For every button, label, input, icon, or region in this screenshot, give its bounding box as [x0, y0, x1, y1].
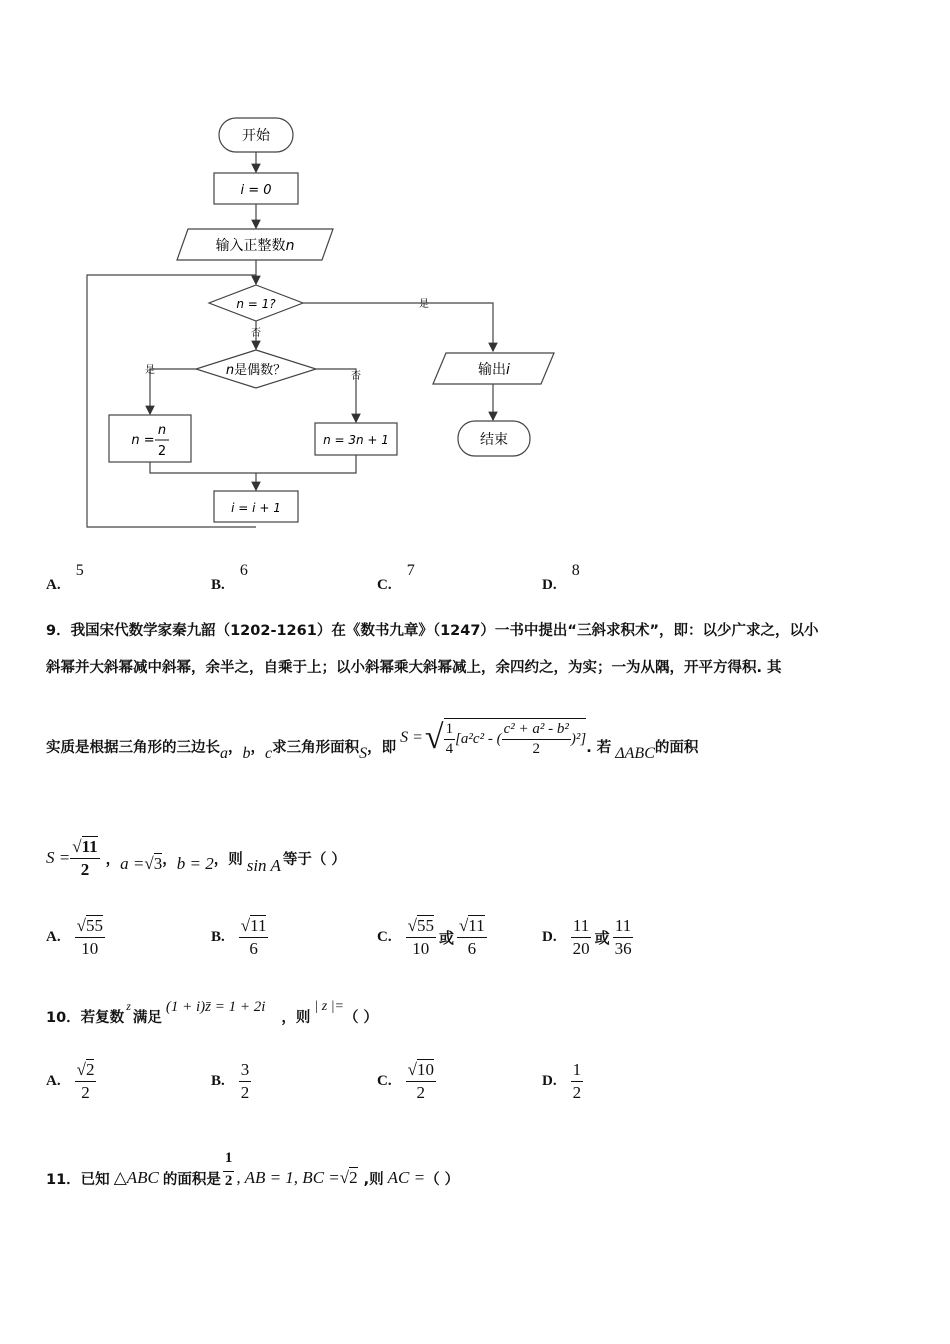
q9-given-a	[120, 854, 162, 874]
sqrt-icon: √	[144, 854, 154, 873]
q11-mid: 的面积是	[162, 1171, 221, 1188]
q11-given-text: , AB = 1, BC =	[236, 1168, 340, 1187]
q9-option-d-num2: 11	[613, 916, 633, 938]
q10-option-b-num: 3	[239, 1060, 252, 1082]
q10-prefix: 10．若复数	[46, 1009, 125, 1026]
q9-sinA: sin A	[246, 856, 281, 875]
q9-given-S-den: 2	[80, 859, 90, 879]
q9-line3	[46, 716, 698, 776]
sqrt-icon: √	[339, 1168, 350, 1187]
output-label: 输出i	[478, 362, 510, 378]
q9-option-c-frac1	[406, 916, 436, 958]
q9-option-a-label: A.	[46, 928, 61, 945]
q10-option-d-frac	[571, 1060, 584, 1102]
q9-option-d-den1: 20	[572, 938, 590, 958]
q9-option-c-frac2	[457, 916, 487, 958]
end-label: 结束	[480, 432, 508, 448]
q9-option-b[interactable]	[211, 916, 268, 958]
input-label: 输入正整数n	[215, 238, 295, 254]
q10-then: ，则	[281, 1009, 311, 1026]
q9-formula-quarter-den: 4	[445, 741, 454, 757]
q9-option-d-label: D.	[542, 928, 557, 945]
q10-option-c-den: 2	[416, 1082, 426, 1102]
no-label-1: 否	[251, 328, 261, 339]
q10-option-c-frac	[406, 1060, 436, 1102]
q9-line1: 9．我国宋代数学家秦九韶（1202-1261）在《数书九章》（1247）一书中提出“三斜求积术”，即：以少广求之，以小	[46, 623, 819, 639]
q9-option-d-den2: 36	[614, 938, 632, 958]
q8-option-b[interactable]	[211, 560, 248, 593]
q9-option-d-frac1	[571, 916, 592, 958]
q9-option-a-rad: 55	[85, 916, 103, 935]
q11-prefix: 11．已知	[46, 1171, 110, 1188]
q10-paren: （ ）	[343, 1009, 379, 1026]
q11-paren: （ ）	[425, 1171, 460, 1188]
q10-mid: 满足	[132, 1009, 162, 1026]
q11-area-num: 1	[224, 1149, 233, 1166]
q9-formula-inner-den: 2	[532, 741, 540, 757]
q10-option-b[interactable]	[211, 1060, 251, 1102]
q9-formula-close: )²]	[570, 731, 587, 747]
q10-option-d-den: 2	[572, 1082, 582, 1102]
q9-option-d-num1: 11	[571, 916, 591, 938]
q9-line3-text-e: 的面积	[654, 739, 699, 756]
q10-option-b-den: 2	[240, 1082, 250, 1102]
q9-given-S-num	[70, 837, 99, 859]
sqrt-icon: √	[72, 836, 82, 856]
q10-option-c[interactable]	[377, 1060, 436, 1102]
q9-line3-text-a: 实质是根据三角形的三边长	[46, 739, 220, 756]
q9-line2: 斜幂并大斜幂减中斜幂，余半之，自乘于上；以小斜幂乘大斜幂减上，余四约之，为实；一为从隅，开平方得积. 其	[46, 660, 782, 676]
q9-given-comma1: ，	[105, 851, 121, 868]
q9-given-S-frac	[70, 837, 99, 879]
q9-line3-text-d: . 若	[586, 739, 612, 756]
condition-n-even-label: n是偶数？	[225, 363, 287, 378]
q9-option-d-or: 或	[594, 928, 610, 947]
q9-sep1: ，	[228, 739, 243, 756]
q8-option-b-label: B.	[211, 577, 225, 593]
q9-formula-quarter-num: 1	[444, 721, 456, 740]
sqrt-icon: √	[76, 1060, 86, 1079]
condition-n-equals-1-label: n = 1?	[236, 297, 276, 311]
even-box-num: n	[157, 423, 167, 438]
sqrt-icon: √	[407, 1060, 417, 1079]
q9-given-S: S =	[46, 848, 71, 867]
q9-var-S: S	[359, 745, 368, 762]
q8-option-b-value: 6	[239, 562, 248, 579]
q9-given	[46, 830, 346, 886]
q9-formula-open: [a²c² - (	[455, 731, 502, 747]
q8-option-d-label: D.	[542, 577, 557, 593]
q8-option-c-label: C.	[377, 577, 392, 593]
q9-formula	[400, 718, 586, 759]
q11-area-den: 2	[224, 1173, 233, 1189]
q10-option-d-num: 1	[571, 1060, 584, 1082]
q11-ask: AC =	[387, 1168, 426, 1187]
sqrt-icon: √	[76, 916, 86, 935]
q9-option-c[interactable]	[377, 916, 487, 958]
q10-option-c-rad: 10	[416, 1060, 434, 1079]
even-box-den: 2	[157, 444, 167, 459]
q9-formula-quarter	[444, 721, 456, 759]
q9-option-c-rad2: 11	[468, 916, 485, 935]
q10-option-a-den: 2	[81, 1082, 90, 1102]
q9-triangle: ΔABC	[615, 745, 655, 762]
q10-option-a[interactable]	[46, 1060, 96, 1102]
q11-given	[236, 1168, 357, 1188]
q9-option-b-frac	[239, 916, 269, 958]
q9-given-a-lhs: a =	[120, 854, 145, 873]
q10-option-a-label: A.	[46, 1072, 61, 1089]
q9-formula-inner-num: c² + a² - b²	[502, 721, 571, 740]
q8-option-a-value: 5	[75, 562, 84, 579]
q9-option-a[interactable]	[46, 916, 105, 958]
sqrt-icon: √	[407, 916, 417, 935]
q9-option-c-den1: 10	[412, 938, 430, 958]
q11-given-rad: 2	[349, 1168, 358, 1187]
q9-option-b-label: B.	[211, 928, 225, 945]
q9-given-b: b = 2	[176, 854, 214, 873]
q9-option-b-rad: 11	[250, 916, 267, 935]
q9-option-c-den2: 6	[467, 938, 477, 958]
q9-var-b: b	[242, 745, 251, 762]
init-label: i = 0	[240, 183, 272, 198]
q9-equals: 等于（ ）	[282, 851, 346, 868]
even-box-lhs: n =	[131, 433, 155, 448]
q8-option-d-value: 8	[571, 562, 580, 579]
q9-formula-radicand	[444, 718, 587, 759]
q9-option-d-frac2	[613, 916, 634, 958]
q10-option-d-label: D.	[542, 1072, 557, 1089]
q9-option-d[interactable]	[542, 916, 634, 958]
q8-option-a-label: A.	[46, 577, 61, 593]
odd-box-label: n = 3n + 1	[323, 433, 389, 447]
yes-label-2: 是	[145, 365, 155, 376]
q9-given-then: ，则	[213, 851, 243, 868]
q10-abs-z: | z |=	[314, 999, 344, 1014]
q10-condition: (1 + i)z̄ = 1 + 2i	[165, 998, 266, 1015]
q11-area-frac	[223, 1150, 235, 1191]
q11-triangle: △ABC	[113, 1168, 159, 1187]
q9-formula-inner	[502, 721, 571, 759]
q11-then: ,则	[363, 1171, 384, 1188]
q9-option-c-label: C.	[377, 928, 392, 945]
sqrt-icon: √	[240, 916, 251, 935]
q8-option-c[interactable]	[377, 560, 415, 593]
q10-option-a-rad: 2	[85, 1060, 95, 1079]
q8-option-a[interactable]	[46, 560, 84, 593]
q10-option-c-label: C.	[377, 1072, 392, 1089]
sqrt-icon: √	[458, 916, 469, 935]
q9-var-a: a	[220, 745, 228, 762]
q10-option-a-frac	[75, 1060, 97, 1102]
q9-sep2: ，	[250, 739, 265, 756]
q8-option-d[interactable]	[542, 560, 580, 593]
q9-var-c: c	[265, 745, 273, 762]
q9-option-a-frac	[75, 916, 105, 958]
q9-option-c-or: 或	[438, 928, 454, 947]
q10-option-b-label: B.	[211, 1072, 225, 1089]
q9-line3-text-c: ，即	[367, 739, 397, 756]
q9-option-a-den: 10	[81, 938, 99, 958]
q10-stem	[46, 996, 378, 1036]
q10-var-z: z	[126, 998, 131, 1013]
q9-given-a-rad: 3	[153, 854, 163, 873]
increment-label: i = i + 1	[231, 501, 281, 515]
sqrt-icon: √	[424, 719, 444, 756]
q8-option-c-value: 7	[406, 562, 415, 579]
q11-stem	[46, 1140, 459, 1200]
no-label-2: 否	[351, 371, 361, 382]
q9-given-comma2: ，	[162, 851, 177, 868]
start-label: 开始	[242, 128, 270, 144]
q9-option-b-den: 6	[249, 938, 258, 958]
q9-given-S-rad: 11	[81, 836, 98, 856]
q10-option-b-frac	[239, 1060, 252, 1102]
q10-option-d[interactable]	[542, 1060, 583, 1102]
q9-option-c-rad1: 55	[416, 916, 434, 935]
yes-label-1: 是	[419, 299, 429, 310]
q9-formula-lhs: S =	[400, 729, 423, 746]
flowchart	[0, 0, 950, 540]
q9-line3-text-b: 求三角形面积	[272, 739, 360, 756]
